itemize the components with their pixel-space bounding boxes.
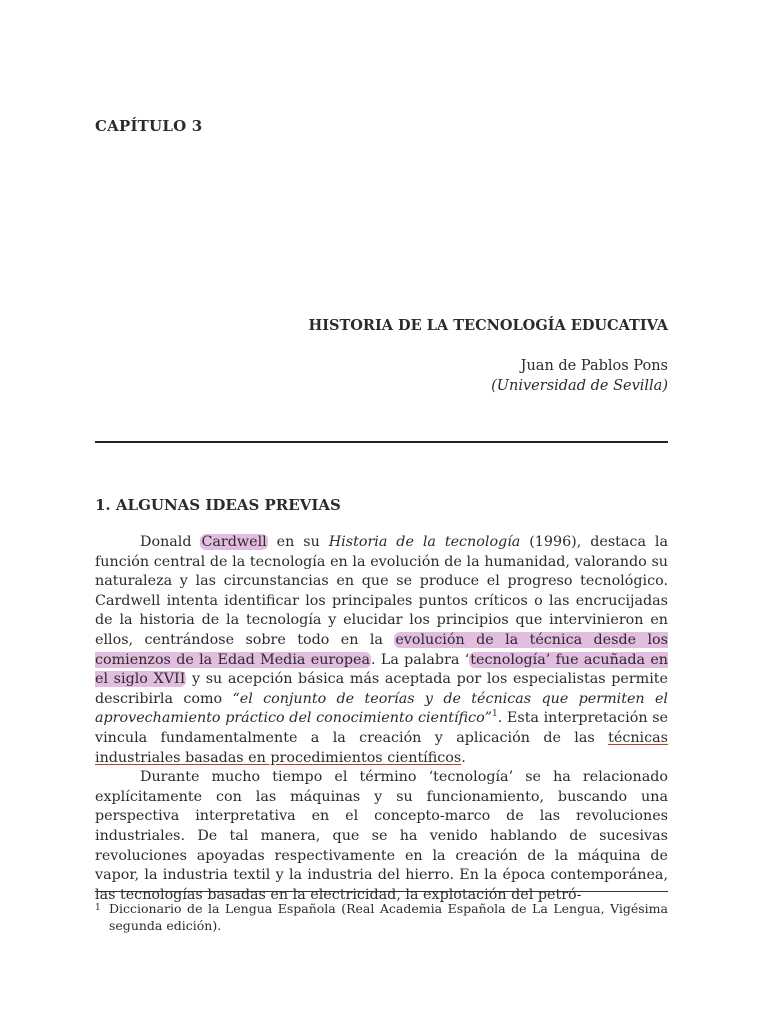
text-run: en su [267, 534, 329, 550]
paragraph-2: Durante mucho tiempo el término ‘tecnología’ se ha relacionado explícitamente con las máquinas y su funcionamiento, buscando una perspectiva interpretativa en el concepto-marco de las revoluciones industriales. De tal manera, que se ha venido hablando de sucesivas revoluciones apoyadas respectivamente en la creación de la máquina de vapor, la industria textil y la industria del hierro. En la época contemporánea, las tecnologías basadas en la electricidad, la explotación del petró- [95, 769, 668, 903]
footnote-ref[interactable]: 1 [491, 709, 498, 720]
author-block [491, 356, 668, 396]
text-run: . La palabra ‘ [370, 651, 470, 668]
text-run: (1996), destaca la función central de la tecnología en la evolución de la humanidad, valorando su naturaleza y las circunstancias en que se produce el progreso tecnológico. Cardwell intenta identificar los principales puntos críticos o las encrucijadas de la historia de la tecnología y elucidar los principios que intervinieron en ellos, centrándose sobre todo en la [95, 534, 668, 648]
section-heading: 1. ALGUNAS IDEAS PREVIAS [95, 496, 341, 514]
chapter-title: HISTORIA DE LA TECNOLOGÍA EDUCATIVA [308, 317, 668, 334]
body-text [95, 533, 668, 905]
footnote-text: Diccionario de la Lengua Española (Real Academia Española de La Lengua, Vigésima segunda edición). [109, 901, 668, 933]
footnote-divider [95, 891, 668, 892]
book-title: Historia de la tecnología [328, 534, 521, 550]
text-run: . Esta interpretación se vincula fundamentalmente a la creación y aplicación de las [95, 710, 668, 746]
author-affiliation: (Universidad de Sevilla) [491, 378, 668, 394]
highlight-cardwell[interactable]: Cardwell [201, 534, 267, 550]
footnote-number: 1 [95, 903, 101, 913]
highlight-evolucion[interactable]: evolución de la técnica desde los comienzos de la Edad Media europea [95, 631, 668, 668]
text-run: . [461, 749, 466, 766]
footnote [95, 900, 668, 934]
definition-quote: “el conjunto de teorías y de técnicas que permiten el aprovechamiento práctico del conocimiento científico” [95, 690, 668, 727]
chapter-label: CAPÍTULO 3 [95, 117, 203, 135]
author-name: Juan de Pablos Pons [520, 358, 668, 374]
title-divider [95, 441, 668, 443]
text-run: y su acepción básica más aceptada por los especialistas permite describirla como [95, 671, 668, 707]
paragraph-1 [95, 533, 668, 768]
highlight-tecnologia[interactable]: tecnología’ fue acuñada en el siglo XVII [95, 651, 668, 688]
text-run: Donald [140, 534, 201, 550]
underlined-text[interactable]: técnicas industriales basadas en procedimientos científicos [95, 729, 668, 766]
